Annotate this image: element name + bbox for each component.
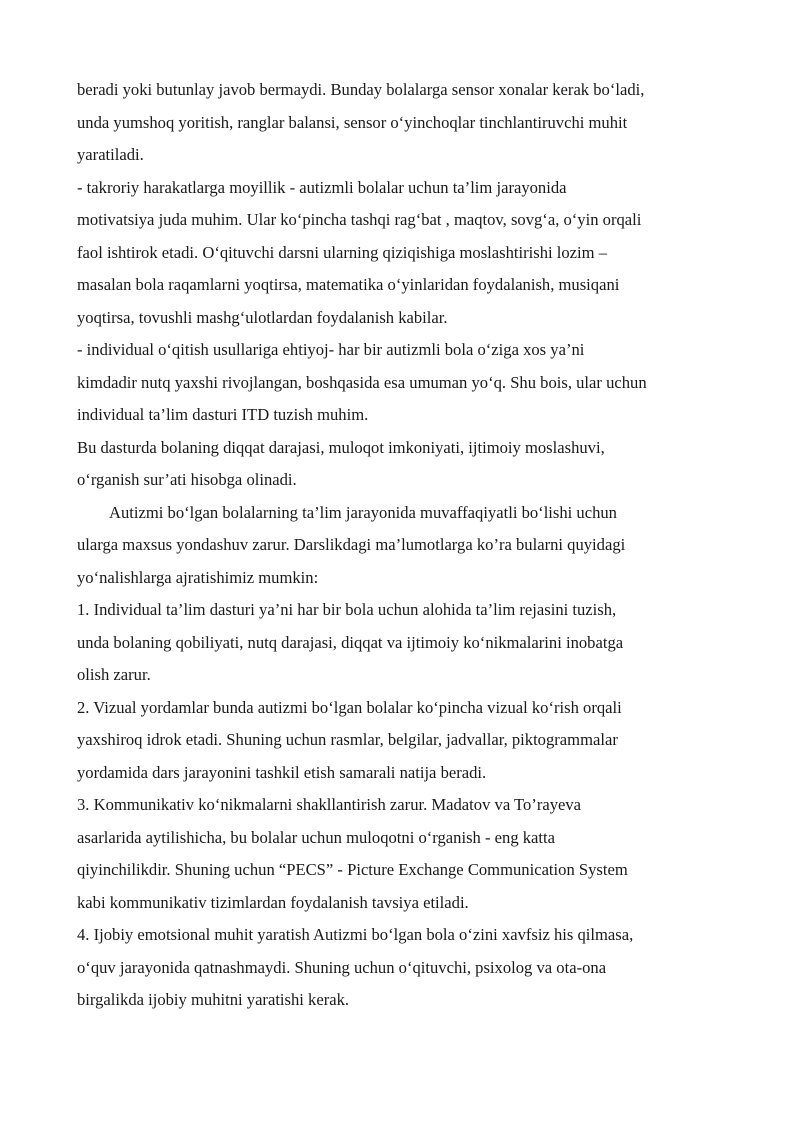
text-line: unda bolaning qobiliyati, nutq darajasi, diqqat va ijtimoiy ko‘nikmalarini inobatga — [77, 632, 624, 652]
text-line: yaratiladi. — [77, 145, 144, 164]
text-line: faol ishtirok etadi. O‘qituvchi darsni ularning qiziqishiga moslashtirishi lozim – — [77, 242, 607, 262]
text-line: qiyinchilikdir. Shuning uchun “PECS” - Picture Exchange Communication System — [77, 860, 628, 879]
text-line: olish zarur. — [77, 665, 151, 684]
text-line: o‘quv jarayonida qatnashmaydi. Shuning uchun o‘qituvchi, psixolog va ota-ona — [77, 957, 607, 977]
text-line: birgalikda ijobiy muhitni yaratishi kerak. — [77, 990, 350, 1009]
text-line: asarlarida aytilishicha, bu bolalar uchun muloqotni o‘rganish - eng katta — [77, 827, 556, 847]
text-line: 3. Kommunikativ ko‘nikmalarni shakllantirish zarur. Madatov va To’rayeva — [77, 795, 582, 814]
text-line: Bu dasturda bolaning diqqat darajasi, muloqot imkoniyati, ijtimoiy moslashuvi, — [77, 437, 605, 457]
text-line: unda yumshoq yoritish, ranglar balansi, sensor o‘yinchoqlar tinchlantiruvchi muhit — [77, 112, 628, 132]
text-line: masalan bola raqamlarni yoqtirsa, matematika o‘yinlaridan foydalanish, musiqani — [77, 275, 620, 294]
text-line: 2. Vizual yordamlar bunda autizmi bo‘lgan bolalar ko‘pincha vizual ko‘rish orqali — [77, 697, 622, 717]
body-text — [77, 74, 727, 1017]
text-line: 1. Individual ta’lim dasturi ya’ni har bir bola uchun alohida ta’lim rejasini tuzish, — [77, 600, 617, 619]
text-line: motivatsiya juda muhim. Ular ko‘pincha tashqi rag‘bat , maqtov, sovg‘a, o‘yin orqali — [77, 210, 642, 229]
text-line: o‘rganish sur’ati hisobga olinadi. — [77, 470, 297, 489]
text-line: yaxshiroq idrok etadi. Shuning uchun rasmlar, belgilar, jadvallar, piktogrammalar — [77, 730, 618, 749]
text-line: yordamida dars jarayonini tashkil etish samarali natija beradi. — [77, 762, 487, 782]
text-line: 4. Ijobiy emotsional muhit yaratish Autizmi bo‘lgan bola o‘zini xavfsiz his qilmasa, — [77, 925, 634, 944]
text-line: ularga maxsus yondashuv zarur. Darslikdagi ma’lumotlarga ko’ra bularni quyidagi — [77, 535, 626, 554]
text-line: yo‘nalishlarga ajratishimiz mumkin: — [77, 567, 319, 587]
paragraph-first-line: Autizmi bo‘lgan bolalarning ta’lim jarayonida muvaffaqiyatli bo‘lishi uchun — [109, 502, 617, 522]
text-line: yoqtirsa, tovushli mashg‘ulotlardan foydalanish kabilar. — [77, 307, 448, 327]
text-line: individual ta’lim dasturi ITD tuzish muhim. — [77, 405, 369, 424]
text-line: kimdadir nutq yaxshi rivojlangan, boshqasida esa umuman yo‘q. Shu bois, ular uchun — [77, 372, 647, 392]
text-line: kabi kommunikativ tizimlardan foydalanish tavsiya etiladi. — [77, 892, 469, 912]
text-line: - individual o‘qitish usullariga ehtiyoj- har bir autizmli bola o‘ziga xos ya’ni — [77, 340, 585, 359]
text-line: - takroriy harakatlarga moyillik - autizmli bolalar uchun ta’lim jarayonida — [77, 177, 567, 197]
text-line: beradi yoki butunlay javob bermaydi. Bunday bolalarga sensor xonalar kerak bo‘ladi, — [77, 80, 645, 99]
